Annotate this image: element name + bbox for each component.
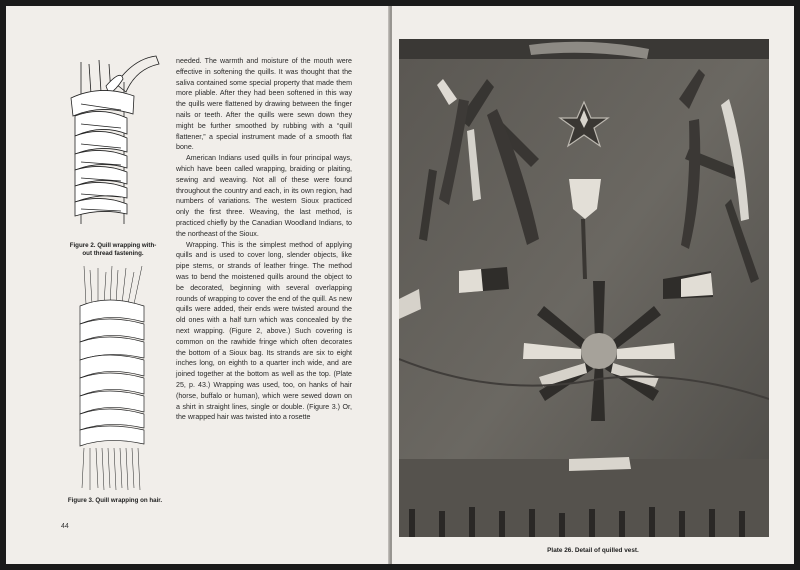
figure-3-quill-wrapping-on-hair-illustration — [68, 266, 168, 496]
paragraph-1: needed. The warmth and moisture of the mouth were effective in softening the quills. It was thought that the saliva contained some special property that made them more pliable. After they had been softened in this way the quills were flattened by drawing between the finger nails or teeth. After the quills were sewn down they might be further smoothed by rubbing with a “quill flattener,” a special instrument made of a smooth flat bone. — [176, 57, 352, 152]
plate-26-caption: Plate 26. Detail of quilled vest. — [547, 547, 639, 554]
figure-2-caption-line-2: out thread fastening. — [82, 250, 144, 257]
figure-2-caption-line-1: Figure 2. Quill wrapping with- — [69, 242, 157, 249]
figure-2-caption — [58, 242, 168, 258]
page-number: 44 — [61, 523, 69, 530]
figure-3-caption: Figure 3. Quill wrapping on hair. — [67, 497, 163, 504]
figure-2-quill-wrapping-illustration — [61, 54, 161, 234]
plate-26-quilled-vest-photograph — [399, 39, 769, 537]
right-page — [392, 6, 794, 564]
body-text-column — [176, 56, 352, 423]
paragraph-3: Wrapping. This is the simplest method of applying quills and is used to cover long, slender objects, like pipe stems, or strands of leather fringe. The method was to bend the moistened quills around the object to be decorated, beginning with several overlapping rounds of wrapping to cover the end of the quill. As new quills were added, their ends were twisted around the old ones with a half turn which was concealed by the next wrapping. (Figure 2, above.) Such covering is common on the rawhide fringe which often decorates the bottom of a Sioux bag. Its strands are six to eight inches long, on eighth to a quarter inch wide, and are joined together at the bottom as well as the top. (Plate 25, p. 43.) Wrapping was used, too, on hanks of hair (horse, buffalo or human), which were sewed down on a shirt in straight lines, single or double. (Figure 3.) Or, the wrapped hair was twisted into a rosette — [176, 240, 352, 422]
paragraph-2: American Indians used quills in four principal ways, which have been called wrapping, braiding or plaiting, sewing and weaving. Not all of these were found throughout the country and each, in its own region, had numbers of variations. The western Sioux practiced only the first three. Weaving, the last method, is practiced chiefly by the Canadian Woodland Indians, to the northeast of the Sioux. — [176, 154, 352, 238]
left-page — [6, 6, 389, 564]
